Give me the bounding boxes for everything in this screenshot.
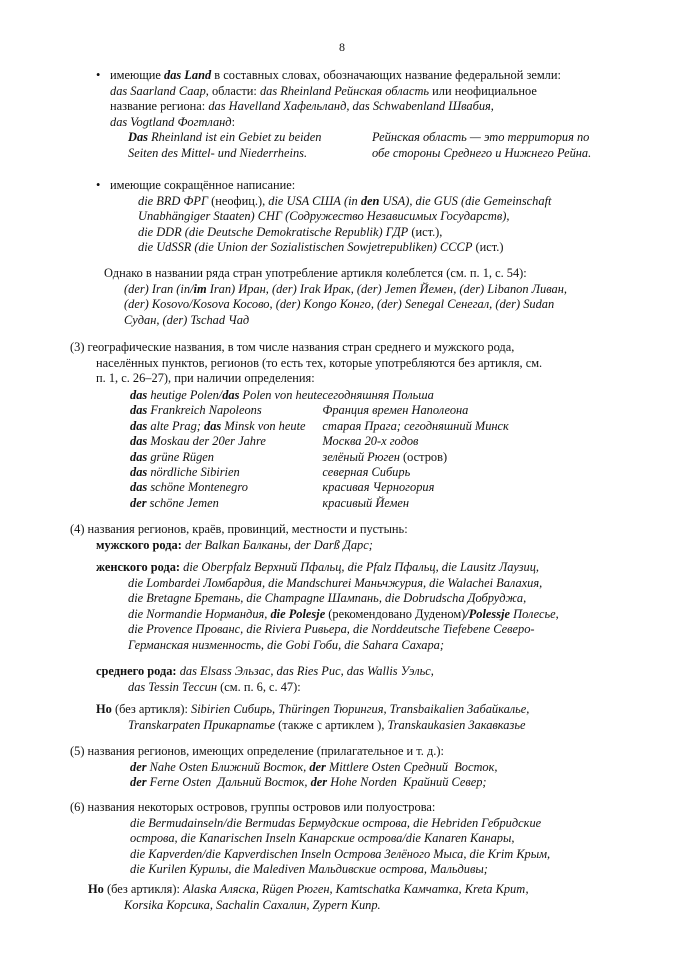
text-line: der Nahe Osten Ближний Восток, der Mittlere Osten Средний Восток, (130, 759, 498, 774)
example-ru: Рейнская область — это территория по обе стороны Среднего и Нижнего Рейна. (372, 130, 592, 160)
german-cell (130, 480, 322, 495)
text-line: die Lombardei Ломбардия, die Mandschurei Маньчжурия, die Walachei Валахия, (128, 575, 543, 590)
article: das (204, 418, 222, 433)
bullet-abbreviations (96, 178, 630, 256)
russian-cell: красивая Черногория (322, 480, 435, 495)
text-line: (4) названия регионов, краёв, провинций, местности и пустынь: (70, 522, 408, 536)
text-line: die Bermudainseln/die Bermudas Бермудские острова, die Hebriden Гебридские (130, 815, 542, 830)
text-line: die UdSSR (die Union der Sozialistischen Sowjetrepubliken) СССР (ист.) (138, 240, 504, 255)
german-cell (130, 403, 322, 418)
table-row (130, 388, 509, 403)
text-line: Korsika Корсика, Sachalin Сахалин, Zypern Кипр. (124, 897, 381, 912)
german-cell (130, 465, 322, 480)
russian-cell: сегодняшняя Польша (322, 388, 434, 402)
text-line: Unabhängiger Staaten) СНГ (Содружество Независимых Государств), (138, 209, 510, 224)
russian-cell: красивый Йемен (322, 495, 410, 510)
text-line: женского рода: die Oberpfalz Верхний Пфальц, die Pfalz Пфальц, die Lausitz Лаузиц, (96, 560, 539, 574)
text-line: Но (без артикля): Alaska Аляска, Rügen Рюген, Kamtschatka Камчатка, Kreta Крит, (88, 882, 529, 896)
phrase: Moskau der 20er Jahre (147, 434, 266, 449)
text-line: (6) названия некоторых островов, группы островов или полуострова: (70, 800, 436, 814)
text-line: Transkarpaten Прикарпатье (также с артиклем ), Transkaukasien Закавказье (128, 717, 526, 732)
bullet-land (96, 68, 630, 130)
russian-cell: Франция времен Наполеона (322, 403, 469, 418)
article: das (130, 480, 148, 495)
text-line: der Ferne Osten Дальний Восток, der Hohe Norden Крайний Север; (130, 775, 487, 790)
item-6 (70, 800, 640, 878)
item-number: (4) (70, 522, 85, 536)
feminine-list (96, 560, 636, 654)
text-line: название региона: das Havelland Хафельланд, das Schwabenland Швабия, (110, 99, 494, 114)
text-line: населённых пунктов, регионов (то есть тех, которые употребляются без артикля, см. (96, 355, 543, 370)
text-line: Но (без артикля): Sibirien Сибирь, Thüringen Тюрингия, Transbaikalien Забайкалье, (96, 702, 530, 716)
no-article-list (96, 702, 641, 733)
article: das (130, 465, 148, 480)
article: das (130, 403, 148, 418)
german-cell (130, 388, 322, 403)
text-line: (der) Iran (in/im Iran) Иран, (der) Irak Ирак, (der) Jemen Йемен, (der) Libanon Ливан, (124, 281, 567, 296)
text-line: die Normandie Нормандия, die Polesje (рекомендовано Дуденом)/Polessje Полесье, (128, 606, 559, 621)
phrase: schöne Montenegro (147, 480, 248, 495)
text-line: die Bretagne Бретань, die Champagne Шампань, die Dobrudscha Добруджа, (128, 591, 527, 606)
german-cell (130, 434, 322, 449)
text-line: die Kapverden/die Kapverdischen Inseln Острова Зелёного Мыса, die Krim Крым, (130, 846, 551, 861)
russian-cell: северная Сибирь (322, 465, 411, 480)
phrase: Frankreich Napoleons (147, 403, 262, 418)
text-line: das Saarland Саар, области: das Rheinland Рейнская область или неофициальное (110, 83, 537, 98)
phrase: grüne Rügen (147, 449, 214, 464)
islands-no-article (88, 882, 638, 913)
phrase: Polen von heute (239, 388, 323, 402)
article: das (130, 418, 148, 433)
article: das (130, 388, 148, 402)
text-line: имеющие das Land в составных словах, обозначающих название федеральной земли: (110, 68, 561, 82)
item-number: (6) (70, 800, 85, 814)
table-row (130, 434, 509, 449)
text-line: п. 1, с. 26–27), при наличии определения: (96, 371, 315, 386)
text-line: Германская низменность, die Gobi Гоби, die Sahara Сахара; (128, 637, 444, 652)
item-4 (70, 522, 640, 553)
text-line: (der) Kosovo/Kosova Косово, (der) Kongo Конго, (der) Senegal Сенегал, (der) Sudan (124, 297, 555, 312)
table-row (130, 450, 509, 465)
note: (остров) (399, 449, 448, 464)
text-line: das Vogtland Фогтланд: (110, 114, 236, 129)
phrase: alte Prag; (147, 418, 204, 433)
article: das (130, 449, 148, 464)
german-cell (130, 496, 322, 511)
text-line: мужского рода: der Balkan Балканы, der Darß Дарс; (96, 537, 373, 552)
page-number: 8 (339, 40, 345, 54)
text-line: острова, die Kanarischen Inseln Канарские острова/die Kanaren Канары, (130, 831, 515, 846)
bullet-marker: • (96, 68, 101, 82)
neuter-list (96, 664, 636, 695)
paragraph-however (104, 266, 634, 328)
table-row (130, 480, 509, 495)
table-row (130, 496, 509, 511)
text-line: die Kurilen Курилы, die Malediven Мальдивские острова, Мальдивы; (130, 862, 488, 877)
article: der (130, 495, 147, 510)
german-cell (130, 450, 322, 465)
text-line: имеющие сокращённое написание: (110, 178, 296, 192)
phrase: nördliche Sibirien (147, 465, 240, 480)
text-line: (3) географические названия, в том числе названия стран среднего и мужского рода, (70, 340, 515, 354)
table-row (130, 403, 509, 418)
item-number: (3) (70, 340, 85, 354)
example-de: Das Rheinland ist ein Gebiet zu beiden Seiten des Mittel- und Niederrheins. (128, 130, 322, 160)
russian-cell: старая Прага; сегодняшний Минск (322, 418, 509, 433)
text-line: Судан, (der) Tschad Чад (124, 312, 250, 327)
text-line: das Tessin Тессин (см. п. 6, с. 47): (128, 679, 301, 694)
article: das (130, 434, 148, 449)
text-line: die DDR (die Deutsche Demokratische Republik) ГДР (ист.), (138, 224, 443, 239)
table-row (130, 419, 509, 434)
text-line: среднего рода: das Elsass Эльзас, das Ries Рис, das Wallis Уэльс, (96, 664, 434, 678)
phrase: Minsk von heute (221, 418, 306, 433)
german-cell (130, 419, 322, 434)
russian-cell: Москва 20-х годов (322, 434, 419, 449)
phrase: heutige Polen/ (147, 388, 223, 402)
item-3 (70, 340, 640, 387)
table-row (130, 465, 509, 480)
text-line: (5) названия регионов, имеющих определение (прилагательное и т. д.): (70, 744, 444, 758)
phrase: schöne Jemen (146, 495, 219, 510)
item-number: (5) (70, 744, 85, 758)
text-line: Однако в названии ряда стран употребление артикля колеблется (см. п. 1, с. 54): (104, 266, 527, 280)
table-3 (130, 388, 509, 511)
article: das (222, 388, 240, 402)
bullet-marker: • (96, 178, 101, 192)
text-line: die Provence Прованс, die Riviera Ривьера, die Norddeutsche Tiefebene Северо- (128, 622, 535, 637)
text-line: die BRD ФРГ (неофиц.), die USA США (in den USA), die GUS (die Gemeinschaft (138, 193, 552, 208)
item-5 (70, 744, 640, 791)
russian-cell: зелёный Рюген (остров) (322, 449, 448, 464)
